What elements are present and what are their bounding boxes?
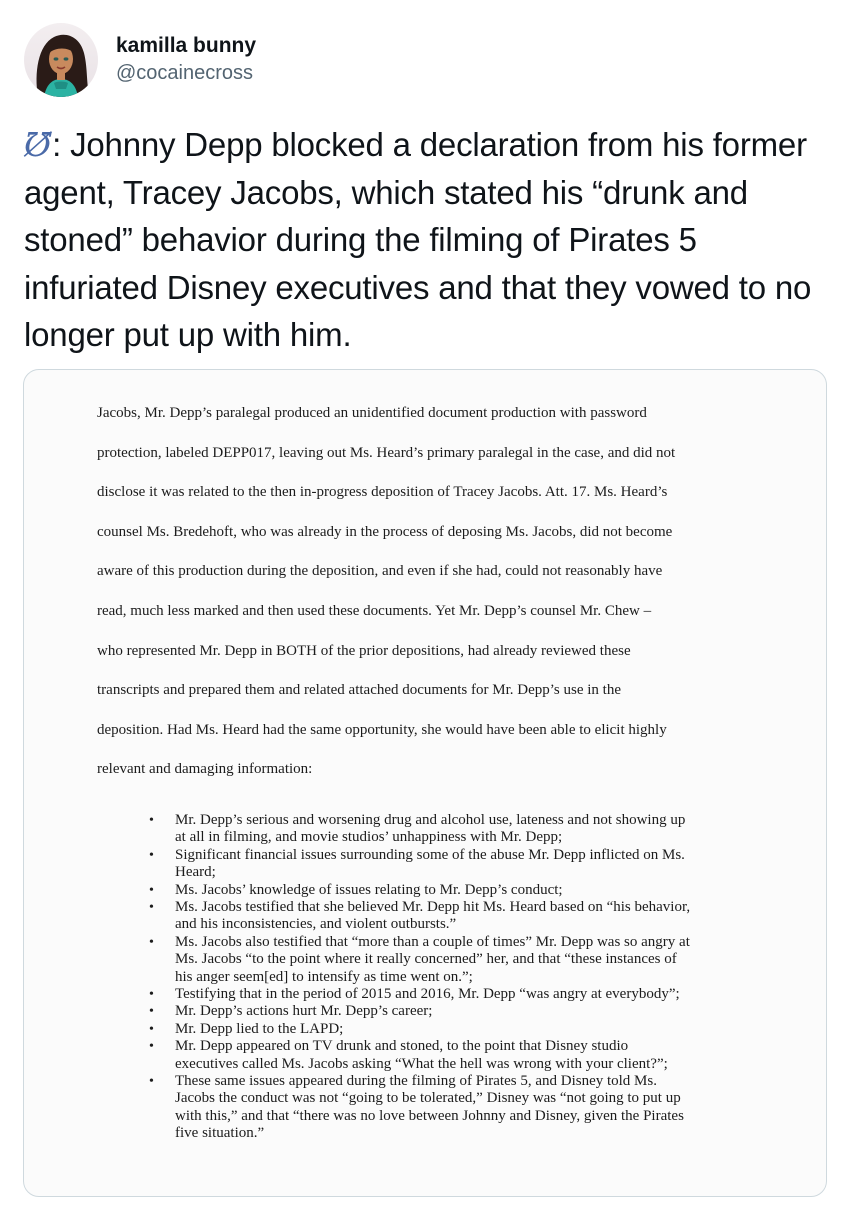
bullet-line: executives called Ms. Jacobs asking “What the hell was wrong with your client?”; (175, 1055, 668, 1072)
bullet-line: Testifying that in the period of 2015 and 2016, Mr. Depp “was angry at everybody”; (175, 986, 680, 1002)
document-bullet-item (149, 846, 777, 882)
display-name[interactable]: kamilla bunny (116, 34, 257, 57)
document-line: counsel Ms. Bredehoft, who was already in the process of deposing Ms. Jacobs, did not become (97, 523, 673, 540)
tweet-header (24, 22, 256, 98)
document-line: read, much less marked and then used these documents. Yet Mr. Depp’s counsel Mr. Chew – (97, 602, 652, 619)
document-line: who represented Mr. Depp in BOTH of the prior depositions, had already reviewed these (97, 642, 631, 659)
bullet-marker: • (149, 882, 154, 898)
bullet-marker: • (149, 934, 154, 950)
bullet-marker: • (149, 899, 154, 915)
avatar-image (24, 23, 98, 97)
document-bullet-item (149, 933, 777, 986)
document-line: protection, labeled DEPP017, leaving out Ms. Heard’s primary paralegal in the case, and did not (97, 444, 676, 461)
bullet-line: with this,” and that “there was no love between Johnny and Disney, given the Pirates (175, 1107, 684, 1124)
tweet-media-image[interactable] (23, 369, 827, 1197)
bullet-line: and his inconsistencies, and violent outbursts.” (175, 916, 457, 933)
document-page (97, 394, 777, 1143)
bullet-line: Heard; (175, 864, 216, 881)
bullet-line: Mr. Depp’s serious and worsening drug and alcohol use, lateness and not showing up (175, 811, 686, 828)
document-bullet-item (149, 1020, 777, 1038)
bullet-line: Significant financial issues surrounding some of the abuse Mr. Depp inflicted on Ms. (175, 846, 685, 863)
bullet-marker: • (149, 987, 154, 1002)
bullet-line: Ms. Jacobs testified that she believed Mr. Depp hit Ms. Heard based on “his behavior, (175, 898, 691, 915)
bullet-line: Mr. Depp’s actions hurt Mr. Depp’s career; (175, 1003, 433, 1020)
document-bullet-item (149, 898, 777, 934)
bullet-line: his anger seem[ed] to intensify as time went on.”; (175, 968, 473, 985)
document-line: disclose it was related to the then in-progress deposition of Tracey Jacobs. Att. 17. Ms. Heard’s (97, 484, 668, 501)
bullet-marker: • (149, 847, 154, 863)
bullet-marker: • (149, 1039, 154, 1055)
bullet-line: five situation.” (175, 1125, 265, 1142)
bullet-marker: • (149, 812, 154, 828)
document-line: Jacobs, Mr. Depp’s paralegal produced an unidentified document production with password (97, 405, 647, 421)
document-line: transcripts and prepared them and related attached documents for Mr. Depp’s use in the (97, 682, 621, 699)
tweet-body: : Johnny Depp blocked a declaration from his former agent, Tracey Jacobs, which stated his “drunk and stoned” behavior during the filming of Pirates 5 infuriated Disney executives and that they vowed to no longer put up with him. (24, 126, 812, 353)
bullet-marker: • (149, 1004, 154, 1020)
bullet-line: at all in filming, and movie studios’ unhappiness with Mr. Depp; (175, 829, 563, 846)
document-line: aware of this production during the deposition, and even if she had, could not reasonably have (97, 563, 663, 580)
document-bullet-item (149, 811, 777, 847)
bullet-line: Mr. Depp appeared on TV drunk and stoned, to the point that Disney studio (175, 1038, 629, 1055)
document-line: deposition. Had Ms. Heard had the same opportunity, she would have been able to elicit highly (97, 721, 667, 738)
bullet-marker: • (149, 1021, 154, 1037)
avatar[interactable] (24, 23, 98, 97)
user-names (116, 33, 256, 87)
bullet-line: These same issues appeared during the filming of Pirates 5, and Disney told Ms. (175, 1073, 657, 1090)
document-bullet-list (97, 812, 777, 1143)
tweet-prefix-glyph: ℧̸ (24, 125, 52, 164)
bullet-marker: • (149, 1074, 154, 1090)
bullet-line: Ms. Jacobs’ knowledge of issues relating to Mr. Depp’s conduct; (175, 881, 563, 898)
document-bullet-item (149, 1073, 777, 1143)
bullet-line: Ms. Jacobs “to the point where it really concerned” her, and that “these instances of (175, 951, 677, 968)
user-handle[interactable]: @cocainecross (116, 62, 254, 84)
document-bullet-item (149, 1038, 777, 1073)
document-bullet-item (149, 881, 777, 899)
document-paragraph (97, 394, 777, 790)
tweet-text (24, 121, 824, 359)
document-bullet-item (149, 1003, 777, 1020)
document-bullet-item (149, 986, 777, 1003)
bullet-line: Jacobs the conduct was not “going to be tolerated,” Disney was “not going to put up (175, 1090, 681, 1107)
bullet-line: Mr. Depp lied to the LAPD; (175, 1020, 344, 1037)
document-line: relevant and damaging information: (97, 761, 313, 778)
bullet-line: Ms. Jacobs also testified that “more than a couple of times” Mr. Depp was so angry at (175, 933, 690, 950)
